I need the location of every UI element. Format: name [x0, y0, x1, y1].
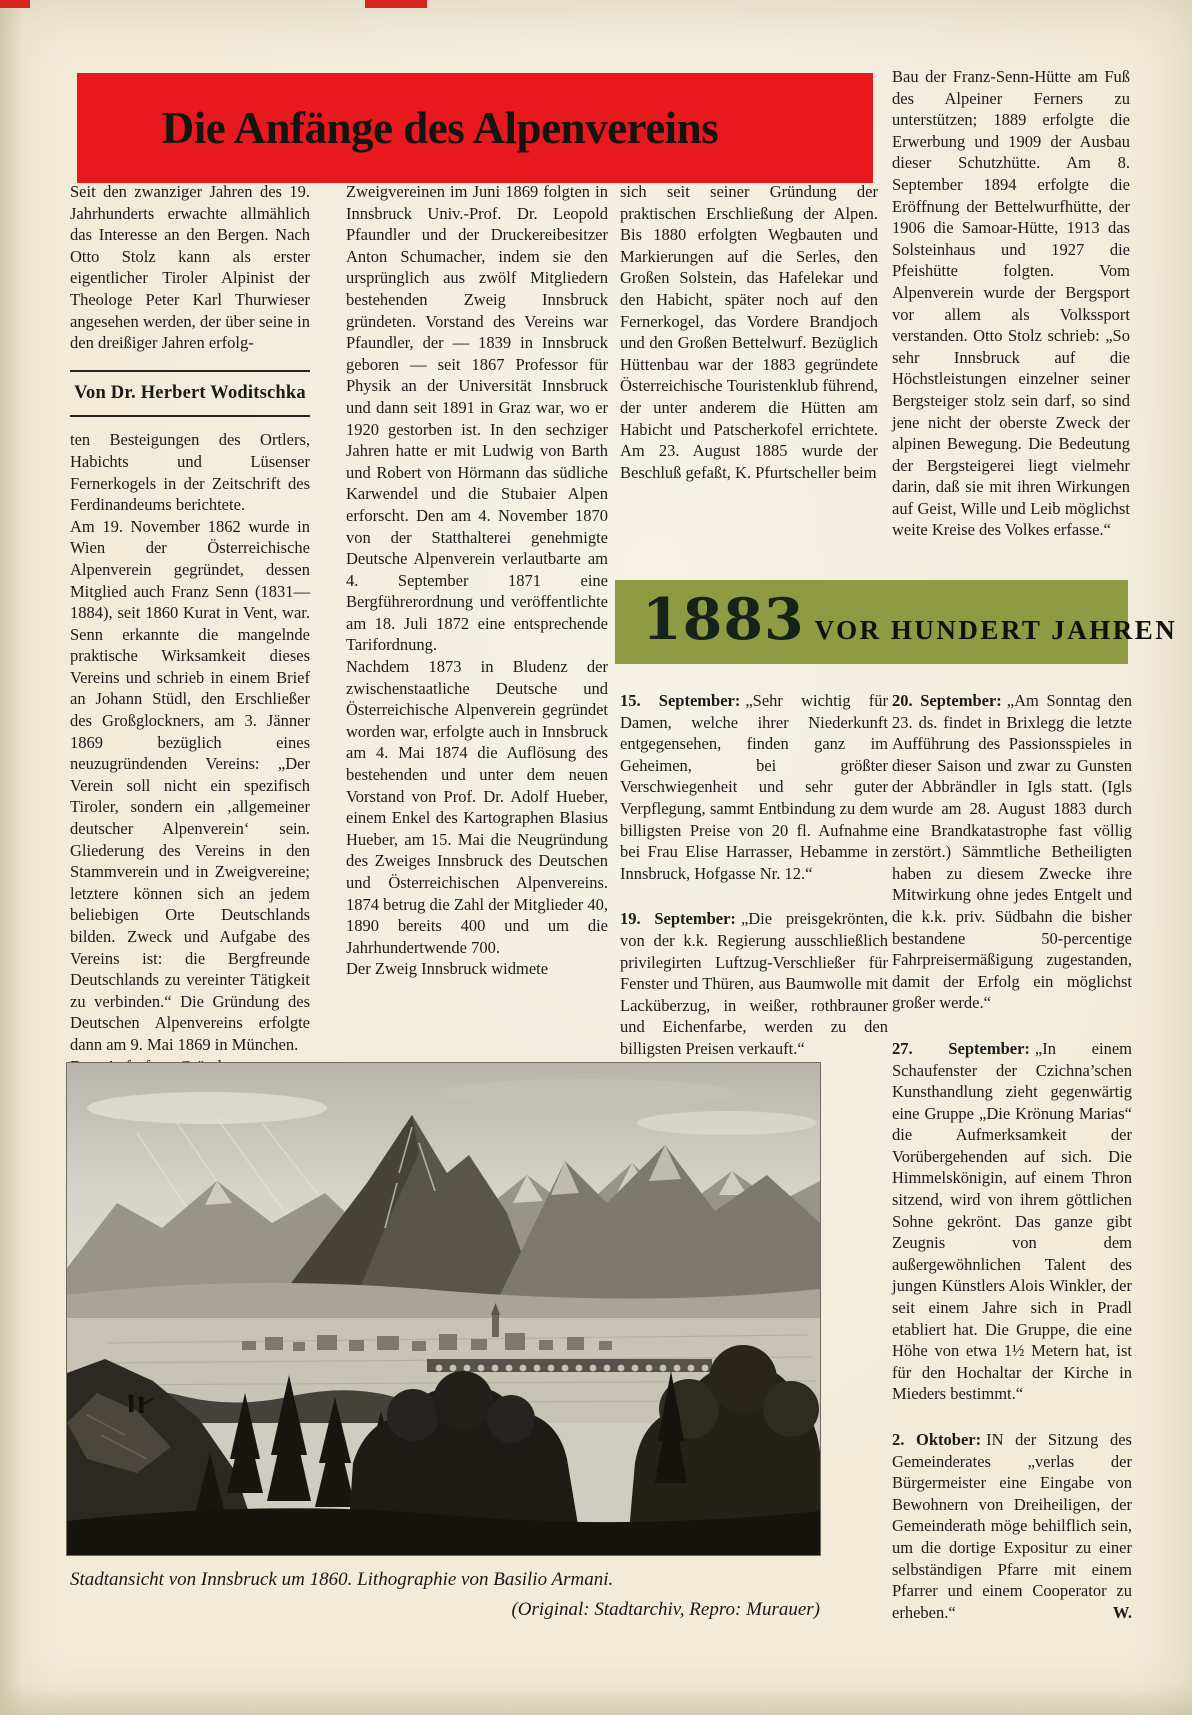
century-item-date: 19. September: [620, 909, 736, 929]
century-banner [615, 580, 1178, 664]
article-column-4 [892, 66, 1130, 541]
red-registration-mark-left [0, 0, 30, 8]
article-column-2 [346, 181, 608, 980]
century-heading: VOR HUNDERT JAHREN [814, 615, 1178, 645]
lithograph-innsbruck-image [67, 1063, 820, 1555]
century-item-text: „Sehr wichtig für Damen, welche ihrer Niederkunft entgegensehen, finden ganz im Geheimen, bei größter Verschwiegenheit und sehr guter Verpflegung, sammt Entbindung zu dem billigsten Preise von 20 fl. Aufnahme bei Frau Elise Harrasser, Hebamme in Innsbruck, Hofgasse Nr. 12.“ [620, 691, 888, 883]
century-item-date: 27. September: [892, 1038, 1030, 1058]
article-paragraph: Bau der Franz-Senn-Hütte am Fuß des Alpeiner Ferners zu unterstützen; 1889 erfolgte die Erwerbung und 1909 der Ausbau dieser Schutzhütte. Am 8. September 1894 erfolgte die Eröffnung der Bettelwurfhütte, der 1906 die Samoar-Hütte, 1913 das Solsteinhaus und 1927 die Pfeishütte folgten. Vom Alpenverein wurde der Bergsport vor allem als Volkssport verstanden. Otto Stolz schrieb: „So sehr Innsbruck auf die Höchstleistungen einzelner seiner Bergsteiger stolz sein darf, so sind jene nicht der oberste Zweck der alpinen Bewegung. Die Bedeutung der Bergsteigerei liegt vielmehr darin, daß sie mit ihren Wirkungen auf Geist, Wille und Leib möglichst weite Kreise des Volkes erfasse.“ [892, 67, 1130, 540]
byline: Von Dr. Herbert Woditschka [74, 382, 306, 403]
figure-credit: (Original: Stadtarchiv, Repro: Murauer) [511, 1599, 820, 1620]
figure-caption-block [70, 1565, 820, 1625]
author-signature: W. [1112, 1602, 1132, 1622]
century-year: 1883 [642, 586, 805, 653]
red-registration-mark-center [365, 0, 427, 8]
article-paragraph: sich seit seiner Gründung der praktischen Erschließung der Alpen. Bis 1880 erfolgten Wegbauten und Markierungen auf die Serles, den Großen Solstein, das Hafelekar und den Habicht, später noch auf den Fernerkogel, das Vordere Brandjoch und den Großen Bettelwurf. Bezüglich Hüttenbau war der 1883 gegründete Österreichische Touristenklub führend, der unter anderem die Hütten am Habicht und Patscherkofel errichtete. Am 23. August 1885 wurde der Beschluß gefaßt, K. Pfurtscheller beim [620, 182, 878, 482]
lithograph-artwork [67, 1063, 820, 1555]
article-column-1 [70, 181, 310, 1077]
century-item-text: „In einem Schaufenster der Czichna’schen Kunsthandlung zieht gegenwärtig eine Gruppe „Die Krönung Marias“ die Aufmerksamkeit der Vorübergehenden auf sich. Die Himmelskönigin, auf einem Thron sitzend, wird von ihrem göttlichen Sohne gekrönt. Das ganze gibt Zeugnis von dem außergewöhnlichen Talent des jungen Künstlers Alois Winkler, der seit einem Jahre sich in Pradl etabliert hat. Die Gruppe, die eine Höhe von etwa 1½ Metern hat, ist für den Hochaltar der Kirche in Mieders bestimmt.“ [892, 1038, 1133, 1404]
century-item-date: 20. September: [892, 691, 1002, 710]
article-paragraph: Am 19. November 1862 wurde in Wien der Österreichische Alpenverein gegründet, dessen Mitglied auch Franz Senn (1831—1884), seit 1860 Kurat in Vent, war. Senn erkannte die mangelnde praktische Wirksamkeit dieses Vereins und schrieb in einem Brief an Johann Stüdl, den Erschließer des Großglockners, am 3. Jänner 1869 bezüglich eines neuzugründenden Vereins: „Der Verein soll nicht ein spezifisch Tiroler, sondern ein ‚allgemeiner deutscher Alpenverein‘ sein. Gliederung des Vereins in den Stammverein und in Zweigvereine; letztere können sich an jedem beliebigen Orte Deutschlands bilden. Zweck und Aufgabe des Vereins ist: die Bergfreunde Deutschlands zu vereinter Tätigkeit zu verbinden.“ Die Gründung des Deutschen Alpenvereins erfolgte dann am 9. Mai 1869 in München. [70, 516, 310, 1054]
article-paragraph: Der Zweig Innsbruck widmete [346, 959, 549, 979]
century-column-right [892, 690, 1132, 1623]
century-item [892, 1429, 1132, 1623]
figure-caption: Stadtansicht von Innsbruck um 1860. Lithographie von Basilio Armani. [70, 1569, 614, 1590]
byline-box [70, 370, 310, 418]
century-item [892, 1038, 1132, 1405]
century-item [892, 690, 1132, 1014]
century-item [620, 690, 888, 884]
article-paragraph: ten Besteigungen des Ortlers, Habichts und Lüsenser Fernerkogels in der Zeitschrift des Ferdinandeums berichtete. [70, 430, 310, 515]
article-paragraph: Zweigvereinen im Juni 1869 folgten in Innsbruck Univ.-Prof. Dr. Leopold Pfaundler und der Druckereibesitzer Anton Schumacher, indem sie den ursprünglich aus zwölf Mitgliedern bestehenden Zweig Innsbruck gründeten. Vorstand des Vereins war Pfaundler, der — 1839 in Innsbruck geboren — seit 1867 Professor für Physik an der Universität Innsbruck und dann seit 1891 in Graz war, wo er 1920 gestorben ist. In den sechziger Jahren hatte er mit Ludwig von Barth und Robert von Hörmann das südliche Karwendel und die Stubaier Alpen erforscht. Den am 4. November 1870 von der Statthalterei genehmigte Deutsche Alpenverein verlautbarte am 4. September 1871 eine Bergführerordnung und veröffentlichte am 18. Juli 1872 eine entsprechende Tarifordnung. [346, 182, 608, 655]
century-item-date: 15. September: [620, 691, 741, 710]
century-item-text: „Am Sonntag den 23. ds. findet in Brixlegg die letzte Aufführung des Passionsspieles in dieser Saison und zwar zu Gunsten der Abbrändler in Igls statt. (Igls wurde am 28. August 1883 durch eine Brandkatastrophe fast völlig zerstört.) Sämmtliche Betheiligten haben zu diesem Zwecke ihre Mitwirkung ohne jedes Entgelt und die k.k. priv. Südbahn die bisher bestandene 50-percentige Fahrpreisermäßigung zugestanden, damit der Erfolg ein möglichst großer werde.“ [892, 691, 1132, 1013]
article-paragraph: Nachdem 1873 in Bludenz der zwischenstaatliche Deutsche und Österreichische Alpenverein gegründet worden war, erfolgte auch in Innsbruck am 4. Mai 1874 die Auflösung des bestehenden und unter dem neuen Vorstand von Prof. Dr. Adolf Hueber, einem Enkel des Kartographen Blasius Hueber, am 15. Mai die Neugründung des Zweiges Innsbruck des Deutschen und Österreichischen Alpenvereins. 1874 betrug die Zahl der Mitglieder 40, 1890 bereits 400 und um die Jahrhundertwende 700. [346, 657, 608, 957]
century-item-date: 2. Oktober: [892, 1430, 982, 1449]
century-item [620, 908, 888, 1059]
article-column-3 [620, 181, 878, 483]
article-paragraph: Seit den zwanziger Jahren des 19. Jahrhunderts erwachte allmählich das Interesse an den Bergen. Nach Otto Stolz kann als erster eigentlicher Tiroler Alpinist der Theologe Peter Karl Thurwieser angesehen werden, der über seine in den dreißiger Jahren erfolg- [70, 182, 310, 353]
century-item-text: „Die preisgekrönten, von der k.k. Regierung ausschließlich privilegirten Luftzug-Verschließer für Fenster und Thüren, aus Baumwolle mit Lacküberzug, in weißer, rothbrauner und Eichenfarbe, werden zu den billigsten Preisen verkauft.“ [620, 909, 889, 1058]
century-column-left [620, 690, 888, 1060]
century-item-text: IN der Sitzung des Gemeinderates „verlas der Bürgermeister eine Eingabe von Bewohnern von Dreiheiligen, der Gemeinderath möge behilflich sein, um die dortige Expositur zu einer selbständigen Pfarre mit einem Pfarrer und einem Cooperator zu erheben.“ [892, 1430, 1132, 1622]
page-title: Die Anfänge des Alpenvereins [161, 103, 719, 153]
title-banner [77, 73, 873, 183]
